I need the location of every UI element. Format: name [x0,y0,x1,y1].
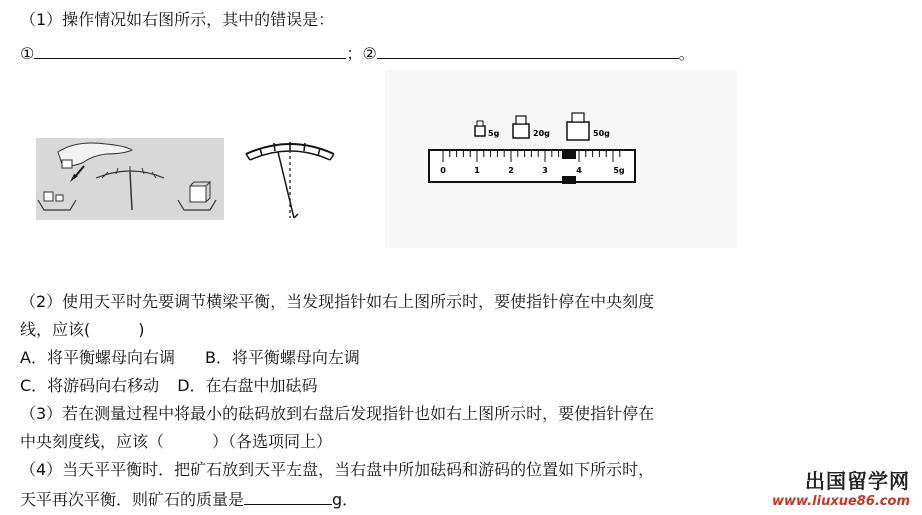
q4-prompt: 天平再次平衡．则矿石的质量是 [20,490,245,509]
q1-answer-line [20,42,695,64]
q1-blank-2[interactable] [377,42,679,59]
tick-label-5g: 5g [613,166,625,175]
q1-marker-1: ① [20,44,35,63]
option-c[interactable]: C．将游码向右移动 [20,376,160,395]
tick-label-4: 4 [576,166,582,175]
weight-label-50g: 50g [593,129,610,138]
q1-text: （1）操作情况如右图所示，其中的错误是： [20,10,335,29]
rider-bottom [562,176,576,184]
option-a[interactable]: A．将平衡螺母向右调 [20,348,175,367]
q4-line-1: （4）当天平平衡时．把矿石放到天平左盘，当右盘中所加砝码和游码的位置如下所示时， [20,460,655,479]
q2-options-cd [20,376,318,396]
q4-unit: g． [332,490,359,509]
rider-scale [429,150,635,182]
q3-line-1: （3）若在测量过程中将最小的砝码放到右盘后发现指针也如右上图所示时，要使指针停在 [20,404,655,423]
tick-label-2: 2 [508,166,514,175]
watermark-url: www.liuxue86.com [772,494,910,509]
q2-line-2: 线，应该( ) [20,320,145,339]
rider-top [562,151,576,159]
q1-blank-1[interactable] [34,42,346,59]
q2-line-1: （2）使用天平时先要调节横梁平衡，当发现指针如右上图所示时，要使指针停在中央刻度 [20,292,655,311]
tick-label-0: 0 [440,166,446,175]
watermark-cn: 出国留学网 [805,469,910,493]
weight-label-5g: 5g [488,129,500,138]
site-watermark [772,465,910,509]
option-b[interactable]: B．将平衡螺母向左调 [204,348,360,367]
balance-operation-figure [36,138,224,220]
tick-label-3: 3 [542,166,548,175]
pointer-deflection-figure [240,134,340,222]
q4-mass-blank[interactable] [244,488,332,505]
q1-end-mark: 。 [678,44,695,63]
q2-options-ab [20,348,360,368]
q1-separator: ；② [346,44,377,63]
option-d[interactable]: D．在右盘中加砝码 [177,376,318,395]
q4-line-2 [20,488,358,510]
tick-label-1: 1 [474,166,480,175]
weight-label-20g: 20g [533,129,550,138]
weights-and-rider-figure [385,70,737,248]
q3-line-2: 中央刻度线，应该（ ）（各选项同上） [20,432,333,451]
